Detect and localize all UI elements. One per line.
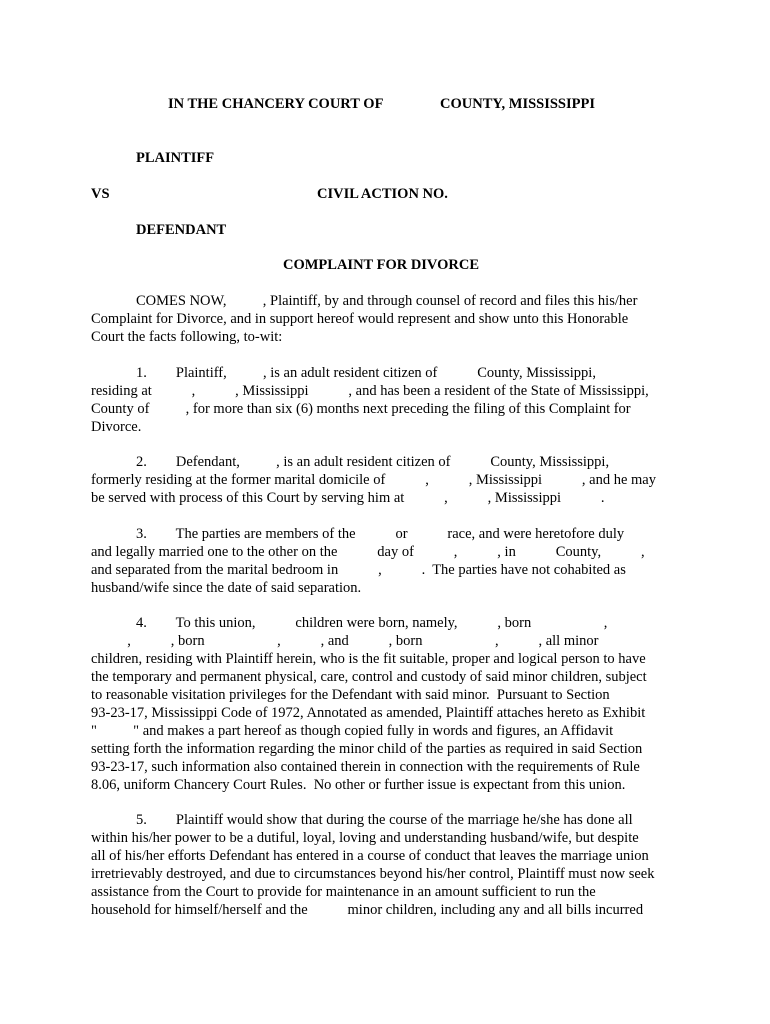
para4-line: the temporary and permanent physical, care, control and custody of said minor children, subject: [91, 669, 647, 685]
vs-label: VS: [91, 186, 110, 202]
plaintiff-label: PLAINTIFF: [136, 150, 215, 166]
para4-line: " " and makes a part hereof as though copied fully in words and figures, an Affidavit: [91, 723, 614, 739]
intro-line: COMES NOW, , Plaintiff, by and through counsel of record and files this his/her: [136, 293, 638, 309]
para3-line: and separated from the marital bedroom in , . The parties have not cohabited as: [91, 562, 626, 578]
civil-action-label: CIVIL ACTION NO.: [317, 186, 448, 202]
para4-line: 93-23-17, such information also contained therein in connection with the requirements of Rule: [91, 759, 640, 775]
defendant-label: DEFENDANT: [136, 222, 227, 238]
intro-line: Court the facts following, to-wit:: [91, 329, 283, 345]
para4-line: , , born , , and , born , , all minor: [91, 633, 599, 649]
para4-line: 4. To this union, children were born, namely, , born ,: [136, 615, 608, 631]
para5-line: irretrievably destroyed, and due to circumstances beyond his/her control, Plaintiff must now seek: [91, 866, 655, 882]
document-title: COMPLAINT FOR DIVORCE: [283, 257, 480, 273]
para1-line: residing at , , Mississippi , and has been a resident of the State of Mississippi,: [91, 383, 649, 399]
para3-line: 3. The parties are members of the or race, and were heretofore duly: [136, 526, 625, 542]
para5-line: all of his/her efforts Defendant has entered in a course of conduct that leaves the marriage union: [91, 848, 649, 864]
para4-line: 93-23-17, Mississippi Code of 1972, Annotated as amended, Plaintiff attaches hereto as Exhibit: [91, 705, 646, 721]
para5-line: household for himself/herself and the minor children, including any and all bills incurred: [91, 902, 644, 918]
para3-line: and legally married one to the other on the day of , , in County, ,: [91, 544, 645, 560]
para4-line: 8.06, uniform Chancery Court Rules. No other or further issue is expectant from this union.: [91, 777, 626, 793]
para2-line: 2. Defendant, , is an adult resident citizen of County, Mississippi,: [136, 454, 610, 470]
court-heading-part1: IN THE CHANCERY COURT OF: [168, 96, 384, 112]
para4-line: children, residing with Plaintiff herein, who is the fit suitable, proper and logical person to have: [91, 651, 646, 667]
intro-line: Complaint for Divorce, and in support hereof would represent and show unto this Honorable: [91, 311, 629, 327]
para5-line: within his/her power to be a dutiful, loyal, loving and understanding husband/wife, but despite: [91, 830, 639, 846]
para1-line: Divorce.: [91, 419, 142, 435]
para5-line: 5. Plaintiff would show that during the course of the marriage he/she has done all: [136, 812, 633, 828]
court-heading-part2: COUNTY, MISSISSIPPI: [440, 96, 595, 112]
para1-line: 1. Plaintiff, , is an adult resident citizen of County, Mississippi,: [136, 365, 596, 381]
para4-line: setting forth the information regarding the minor child of the parties as required in said Section: [91, 741, 643, 757]
para2-line: be served with process of this Court by serving him at , , Mississippi .: [91, 490, 605, 506]
para3-line: husband/wife since the date of said separation.: [91, 580, 362, 596]
para4-line: to reasonable visitation privileges for the Defendant with said minor. Pursuant to Section: [91, 687, 610, 703]
para5-line: assistance from the Court to provide for maintenance in an amount sufficient to run the: [91, 884, 596, 900]
para2-line: formerly residing at the former marital domicile of , , Mississippi , and he may: [91, 472, 656, 488]
para1-line: County of , for more than six (6) months next preceding the filing of this Complaint for: [91, 401, 631, 417]
